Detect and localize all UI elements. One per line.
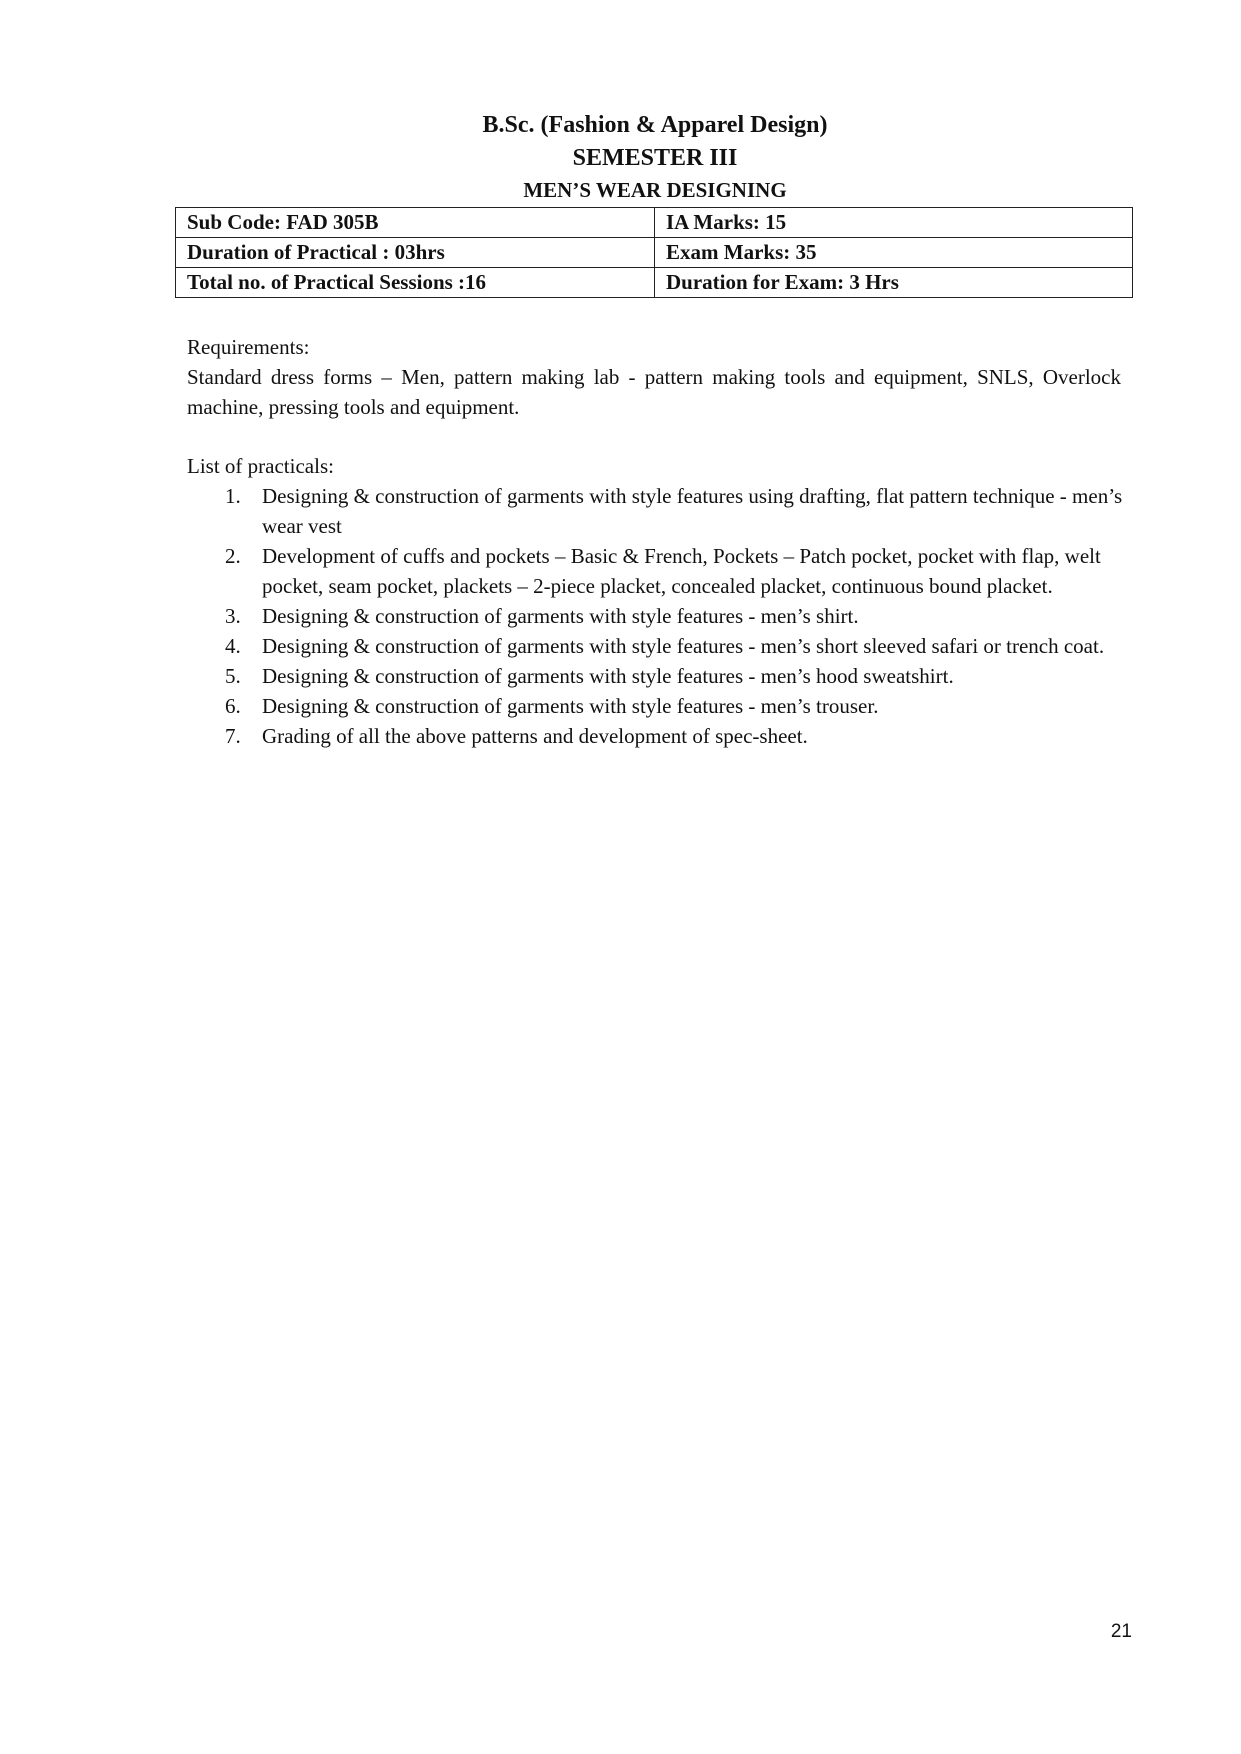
program-title: B.Sc. (Fashion & Apparel Design): [482, 112, 828, 138]
list-item-number: 4.: [225, 634, 241, 658]
course-info-table: [175, 207, 1133, 298]
table-row: [176, 208, 1133, 238]
list-item: [225, 601, 1125, 631]
list-item-number: 7.: [225, 724, 241, 748]
list-item-text: Grading of all the above patterns and development of spec-sheet.: [262, 724, 808, 748]
list-item-number: 1.: [225, 484, 241, 508]
semester-title: SEMESTER III: [572, 145, 738, 171]
list-item-text: Designing & construction of garments with style features - men’s shirt.: [262, 604, 859, 628]
list-item-text: Designing & construction of garments with style features using drafting, flat pattern technique - men’s wear vest: [262, 484, 1123, 538]
exam-marks-cell: Exam Marks: 35: [655, 238, 1133, 268]
requirements-label: Requirements:: [187, 335, 310, 359]
list-item-text: Designing & construction of garments with style features - men’s hood sweatshirt.: [262, 664, 954, 688]
practicals-list: [225, 481, 1125, 751]
list-item: [225, 481, 1125, 541]
list-item: [225, 661, 1125, 691]
practicals-label: List of practicals:: [187, 454, 334, 478]
list-item-number: 3.: [225, 604, 241, 628]
list-item-number: 2.: [225, 544, 241, 568]
list-item-text: Development of cuffs and pockets – Basic & French, Pockets – Patch pocket, pocket with flap, welt pocket, seam pocket, plackets – 2-piece placket, concealed placket, continuous bound placket.: [262, 544, 1101, 598]
practical-duration-cell: Duration of Practical : 03hrs: [176, 238, 655, 268]
practical-sessions-cell: Total no. of Practical Sessions :16: [176, 268, 655, 298]
list-item: [225, 541, 1125, 601]
requirements-text: Standard dress forms – Men, pattern making lab - pattern making tools and equipment, SNLS, Overlock machine, pressing tools and equipment.: [187, 365, 1121, 419]
sub-code-cell: Sub Code: FAD 305B: [176, 208, 655, 238]
list-item-text: Designing & construction of garments with style features - men’s short sleeved safari or trench coat.: [262, 634, 1105, 658]
course-title: MEN’S WEAR DESIGNING: [523, 178, 787, 202]
exam-duration-cell: Duration for Exam: 3 Hrs: [655, 268, 1133, 298]
ia-marks-cell: IA Marks: 15: [655, 208, 1133, 238]
table-row: [176, 238, 1133, 268]
list-item: [225, 721, 1125, 751]
page-number: 21: [1110, 1621, 1132, 1642]
table-row: [176, 268, 1133, 298]
list-item-text: Designing & construction of garments with style features - men’s trouser.: [262, 694, 879, 718]
list-item-number: 5.: [225, 664, 241, 688]
list-item: [225, 631, 1125, 661]
list-item-number: 6.: [225, 694, 241, 718]
list-item: [225, 691, 1125, 721]
